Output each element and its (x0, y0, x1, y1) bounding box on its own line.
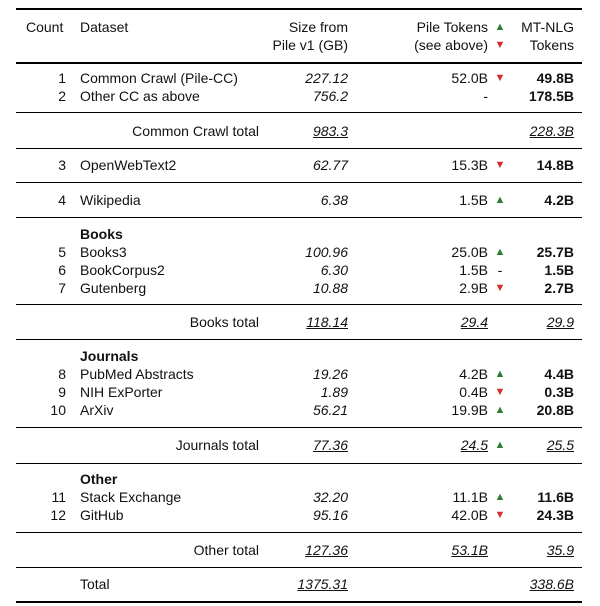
table-row (16, 383, 582, 401)
trend-up-icon: ▲ (494, 246, 506, 258)
row-pile-tokens: 2.9B (459, 280, 488, 296)
row-size: 56.21 (312, 402, 348, 418)
section-heading-journals: Journals (80, 348, 139, 364)
row-count: 2 (58, 88, 66, 104)
row-dataset: GitHub (80, 507, 124, 523)
row-dataset: Common Crawl (Pile-CC) (80, 70, 238, 86)
row-mt-tokens: 4.4B (544, 366, 574, 382)
row-mt-tokens: 0.3B (544, 384, 574, 400)
rule (16, 567, 582, 568)
total-pile-tokens: 29.4 (460, 314, 488, 330)
row-size: 62.77 (312, 157, 348, 173)
trend-down-icon: ▼ (494, 509, 506, 521)
trend-up-icon: ▲ (494, 194, 506, 206)
table-row (16, 156, 582, 174)
row-count: 8 (58, 366, 66, 382)
table-row (16, 191, 582, 209)
header-rule (16, 62, 582, 64)
table-row (16, 488, 582, 506)
row-count: 7 (58, 280, 66, 296)
row-pile-tokens: 1.5B (459, 262, 488, 278)
row-mt-tokens: 20.8B (536, 402, 574, 418)
row-size: 756.2 (312, 88, 348, 104)
rule (16, 532, 582, 533)
total-mt-tokens: 35.9 (546, 542, 574, 558)
row-pile-tokens: 11.1B (452, 489, 488, 505)
row-pile-tokens: 52.0B (451, 70, 488, 86)
row-size: 6.30 (320, 262, 348, 278)
total-row-journals (16, 436, 582, 454)
row-pile-tokens: 19.9B (451, 402, 488, 418)
table-row (16, 401, 582, 419)
rule (16, 112, 582, 113)
total-row-books (16, 313, 582, 331)
trend-down-icon: ▼ (494, 159, 506, 171)
row-pile-tokens: 4.2B (459, 366, 488, 382)
total-size: 77.36 (312, 437, 348, 453)
row-pile-tokens: 1.5B (459, 192, 488, 208)
trend-up-icon: ▲ (494, 404, 506, 416)
table-row (16, 69, 582, 87)
row-size: 100.96 (305, 244, 348, 260)
legend-down-icon: ▼ (494, 39, 506, 51)
table-row (16, 506, 582, 524)
total-mt-tokens: 228.3B (529, 123, 574, 139)
rule (16, 217, 582, 218)
row-count: 12 (50, 507, 66, 523)
table-row (16, 279, 582, 297)
total-row-other (16, 541, 582, 559)
row-dataset: PubMed Abstracts (80, 366, 194, 382)
row-mt-tokens: 2.7B (544, 280, 574, 296)
total-size: 118.14 (306, 314, 348, 330)
row-mt-tokens: 1.5B (544, 262, 574, 278)
row-dataset: Other CC as above (80, 88, 200, 104)
trend-up-icon: ▲ (494, 368, 506, 380)
legend-up-icon: ▲ (494, 21, 506, 33)
col-header-size-line1: Size from (288, 19, 348, 35)
rule (16, 148, 582, 149)
row-pile-tokens: - (483, 88, 488, 104)
row-mt-tokens: 24.3B (536, 507, 574, 523)
rule (16, 463, 582, 464)
trend-up-icon: ▲ (494, 491, 506, 503)
total-row-common-crawl (16, 122, 582, 140)
total-label: Total (80, 576, 110, 592)
row-mt-tokens: 178.5B (528, 88, 574, 104)
total-label: Journals total (175, 437, 259, 453)
col-header-size-line2: Pile v1 (GB) (272, 37, 348, 53)
row-size: 10.88 (312, 280, 348, 296)
total-mt-tokens: 338.6B (529, 576, 574, 592)
total-label: Books total (189, 314, 259, 330)
row-count: 1 (58, 70, 66, 86)
row-pile-tokens: 42.0B (451, 507, 488, 523)
trend-flat-icon: - (497, 262, 503, 278)
row-size: 6.38 (320, 192, 348, 208)
rule (16, 339, 582, 340)
col-header-count: Count (26, 19, 64, 35)
rule (16, 304, 582, 305)
table-bottom-rule (16, 601, 582, 603)
total-size: 983.3 (312, 123, 348, 139)
total-mt-tokens: 29.9 (546, 314, 574, 330)
table-top-rule (16, 8, 582, 10)
rule (16, 427, 582, 428)
row-dataset: Gutenberg (80, 280, 147, 296)
row-count: 10 (50, 402, 66, 418)
row-count: 3 (58, 157, 66, 173)
trend-down-icon: ▼ (494, 72, 506, 84)
row-size: 19.26 (312, 366, 348, 382)
total-pile-tokens: 24.5 (460, 437, 488, 453)
row-count: 5 (58, 244, 66, 260)
trend-down-icon: ▼ (494, 282, 506, 294)
total-row-grand (16, 575, 582, 593)
total-size: 127.36 (305, 542, 348, 558)
total-label: Other total (193, 542, 259, 558)
rule (16, 182, 582, 183)
row-dataset: Stack Exchange (80, 489, 182, 505)
row-pile-tokens: 0.4B (459, 384, 488, 400)
section-heading-books: Books (80, 226, 123, 242)
row-pile-tokens: 25.0B (451, 244, 488, 260)
table-row (16, 243, 582, 261)
row-dataset: Books3 (80, 244, 127, 260)
row-size: 95.16 (312, 507, 348, 523)
row-dataset: NIH ExPorter (80, 384, 163, 400)
row-count: 6 (58, 262, 66, 278)
row-size: 32.20 (312, 489, 348, 505)
row-mt-tokens: 25.7B (536, 244, 574, 260)
trend-up-icon: ▲ (494, 439, 506, 451)
total-mt-tokens: 25.5 (546, 437, 574, 453)
table-row (16, 87, 582, 105)
col-header-mt-line2: Tokens (529, 37, 574, 53)
row-count: 4 (58, 192, 66, 208)
row-dataset: BookCorpus2 (80, 262, 165, 278)
table-row (16, 261, 582, 279)
row-count: 11 (51, 489, 66, 505)
row-pile-tokens: 15.3B (451, 157, 488, 173)
col-header-mt-line1: MT-NLG (521, 19, 574, 35)
total-pile-tokens: 53.1B (451, 542, 488, 558)
col-header-dataset: Dataset (80, 19, 129, 35)
row-dataset: Wikipedia (80, 192, 141, 208)
col-header-pile-line1: Pile Tokens (416, 19, 488, 35)
section-heading-other: Other (80, 471, 118, 487)
row-dataset: ArXiv (80, 402, 114, 418)
row-mt-tokens: 14.8B (536, 157, 574, 173)
row-mt-tokens: 49.8B (536, 70, 574, 86)
table-row (16, 365, 582, 383)
col-header-pile-line2: (see above) (414, 37, 488, 53)
total-label: Common Crawl total (132, 123, 259, 139)
row-mt-tokens: 11.6B (537, 489, 574, 505)
row-count: 9 (58, 384, 66, 400)
total-size: 1375.31 (297, 576, 348, 592)
row-dataset: OpenWebText2 (80, 157, 177, 173)
trend-down-icon: ▼ (494, 386, 506, 398)
row-mt-tokens: 4.2B (544, 192, 574, 208)
row-size: 227.12 (305, 70, 348, 86)
row-size: 1.89 (320, 384, 348, 400)
